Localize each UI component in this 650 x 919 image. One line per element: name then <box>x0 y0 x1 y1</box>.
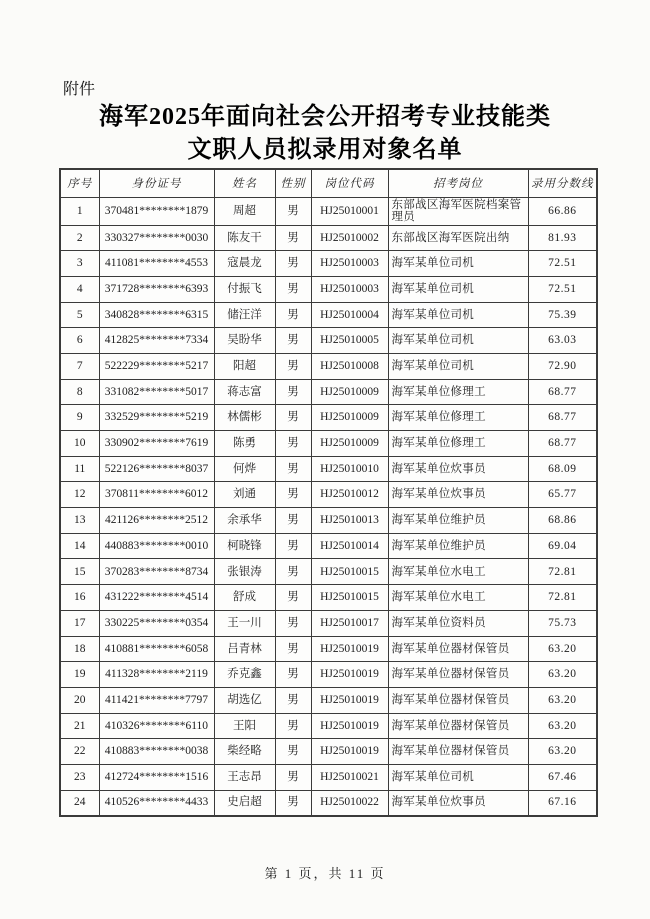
cell-no: 5 <box>60 302 99 328</box>
table-row <box>60 790 597 816</box>
cell-id: 331082********5017 <box>99 379 214 405</box>
table-row <box>60 456 597 482</box>
cell-code: HJ25010012 <box>311 482 388 508</box>
cell-no: 19 <box>60 662 99 688</box>
cell-no: 24 <box>60 790 99 816</box>
cell-code: HJ25010017 <box>311 610 388 636</box>
cell-score: 72.51 <box>528 276 597 302</box>
cell-id: 330327********0030 <box>99 225 214 251</box>
table-row <box>60 585 597 611</box>
cell-id: 370811********6012 <box>99 482 214 508</box>
cell-gender: 男 <box>275 276 311 302</box>
cell-id: 431222********4514 <box>99 585 214 611</box>
cell-code: HJ25010014 <box>311 533 388 559</box>
cell-position: 海军某单位司机 <box>388 251 528 277</box>
table-header-row <box>60 169 597 197</box>
cell-no: 14 <box>60 533 99 559</box>
cell-no: 18 <box>60 636 99 662</box>
cell-code: HJ25010022 <box>311 790 388 816</box>
cell-code: HJ25010009 <box>311 431 388 457</box>
table-row <box>60 353 597 379</box>
cell-id: 410881********6058 <box>99 636 214 662</box>
cell-no: 1 <box>60 197 99 225</box>
cell-id: 370283********8734 <box>99 559 214 585</box>
cell-gender: 男 <box>275 610 311 636</box>
cell-no: 16 <box>60 585 99 611</box>
col-header-name: 姓名 <box>214 169 275 197</box>
cell-id: 330902********7619 <box>99 431 214 457</box>
table-row <box>60 764 597 790</box>
cell-id: 332529********5219 <box>99 405 214 431</box>
cell-no: 10 <box>60 431 99 457</box>
cell-no: 4 <box>60 276 99 302</box>
cell-no: 21 <box>60 713 99 739</box>
col-header-score: 录用分数线 <box>528 169 597 197</box>
cell-score: 63.20 <box>528 713 597 739</box>
cell-id: 522126********8037 <box>99 456 214 482</box>
cell-name: 王阳 <box>214 713 275 739</box>
cell-id: 371728********6393 <box>99 276 214 302</box>
table-row <box>60 379 597 405</box>
cell-gender: 男 <box>275 585 311 611</box>
cell-position: 海军某单位修理工 <box>388 379 528 405</box>
cell-score: 67.46 <box>528 764 597 790</box>
table-row <box>60 197 597 225</box>
cell-score: 75.39 <box>528 302 597 328</box>
cell-name: 陈友干 <box>214 225 275 251</box>
cell-id: 410883********0038 <box>99 739 214 765</box>
cell-name: 刘通 <box>214 482 275 508</box>
cell-name: 蒋志富 <box>214 379 275 405</box>
cell-position: 海军某单位资料员 <box>388 610 528 636</box>
cell-position: 东部战区海军医院档案管理员 <box>388 197 528 225</box>
cell-no: 17 <box>60 610 99 636</box>
document-title-line1: 海军2025年面向社会公开招考专业技能类 <box>99 104 551 130</box>
cell-score: 69.04 <box>528 533 597 559</box>
cell-code: HJ25010015 <box>311 559 388 585</box>
cell-gender: 男 <box>275 225 311 251</box>
cell-gender: 男 <box>275 533 311 559</box>
cell-gender: 男 <box>275 790 311 816</box>
cell-id: 330225********0354 <box>99 610 214 636</box>
cell-no: 13 <box>60 508 99 534</box>
table-row <box>60 508 597 534</box>
cell-position: 海军某单位器材保管员 <box>388 713 528 739</box>
cell-position: 海军某单位水电工 <box>388 585 528 611</box>
cell-name: 何烨 <box>214 456 275 482</box>
table-row <box>60 662 597 688</box>
cell-name: 储汪洋 <box>214 302 275 328</box>
cell-position: 海军某单位司机 <box>388 764 528 790</box>
table-row <box>60 405 597 431</box>
cell-score: 63.20 <box>528 739 597 765</box>
cell-no: 2 <box>60 225 99 251</box>
cell-name: 乔克鑫 <box>214 662 275 688</box>
cell-position: 海军某单位炊事员 <box>388 790 528 816</box>
cell-code: HJ25010019 <box>311 636 388 662</box>
table-row <box>60 739 597 765</box>
cell-gender: 男 <box>275 764 311 790</box>
cell-position: 海军某单位司机 <box>388 302 528 328</box>
attachment-label: 附件 <box>63 81 96 98</box>
col-header-code: 岗位代码 <box>311 169 388 197</box>
cell-gender: 男 <box>275 379 311 405</box>
cell-position: 海军某单位司机 <box>388 276 528 302</box>
col-header-no: 序号 <box>60 169 99 197</box>
cell-code: HJ25010008 <box>311 353 388 379</box>
cell-score: 67.16 <box>528 790 597 816</box>
cell-position: 海军某单位炊事员 <box>388 482 528 508</box>
cell-score: 63.20 <box>528 662 597 688</box>
cell-score: 72.51 <box>528 251 597 277</box>
cell-position: 海军某单位维护员 <box>388 508 528 534</box>
cell-name: 舒成 <box>214 585 275 611</box>
cell-score: 66.86 <box>528 197 597 225</box>
cell-id: 410326********6110 <box>99 713 214 739</box>
page-number: 第 1 页，共 11 页 <box>264 866 386 881</box>
cell-gender: 男 <box>275 687 311 713</box>
col-header-position: 招考岗位 <box>388 169 528 197</box>
table-row <box>60 251 597 277</box>
cell-name: 寇晨龙 <box>214 251 275 277</box>
cell-code: HJ25010019 <box>311 687 388 713</box>
cell-gender: 男 <box>275 559 311 585</box>
cell-code: HJ25010010 <box>311 456 388 482</box>
cell-name: 周超 <box>214 197 275 225</box>
cell-name: 付振飞 <box>214 276 275 302</box>
cell-id: 412825********7334 <box>99 328 214 354</box>
table-row <box>60 431 597 457</box>
cell-no: 12 <box>60 482 99 508</box>
cell-position: 海军某单位炊事员 <box>388 456 528 482</box>
cell-name: 张银涛 <box>214 559 275 585</box>
cell-id: 411081********4553 <box>99 251 214 277</box>
table-row <box>60 610 597 636</box>
table-row <box>60 482 597 508</box>
cell-no: 8 <box>60 379 99 405</box>
cell-position: 东部战区海军医院出纳 <box>388 225 528 251</box>
cell-position: 海军某单位水电工 <box>388 559 528 585</box>
cell-no: 7 <box>60 353 99 379</box>
table-row <box>60 276 597 302</box>
cell-code: HJ25010002 <box>311 225 388 251</box>
cell-code: HJ25010004 <box>311 302 388 328</box>
cell-score: 81.93 <box>528 225 597 251</box>
document-title <box>0 101 650 167</box>
cell-gender: 男 <box>275 662 311 688</box>
roster-table <box>59 168 598 817</box>
cell-code: HJ25010019 <box>311 713 388 739</box>
cell-gender: 男 <box>275 302 311 328</box>
cell-position: 海军某单位司机 <box>388 353 528 379</box>
table-row <box>60 225 597 251</box>
cell-name: 史启超 <box>214 790 275 816</box>
cell-gender: 男 <box>275 197 311 225</box>
cell-score: 65.77 <box>528 482 597 508</box>
cell-name: 吕青林 <box>214 636 275 662</box>
cell-score: 72.81 <box>528 559 597 585</box>
cell-no: 23 <box>60 764 99 790</box>
cell-no: 6 <box>60 328 99 354</box>
cell-gender: 男 <box>275 482 311 508</box>
cell-gender: 男 <box>275 456 311 482</box>
cell-position: 海军某单位司机 <box>388 328 528 354</box>
cell-position: 海军某单位器材保管员 <box>388 739 528 765</box>
cell-gender: 男 <box>275 508 311 534</box>
cell-no: 15 <box>60 559 99 585</box>
cell-id: 340828********6315 <box>99 302 214 328</box>
table-row <box>60 533 597 559</box>
cell-position: 海军某单位器材保管员 <box>388 636 528 662</box>
cell-score: 63.03 <box>528 328 597 354</box>
cell-code: HJ25010013 <box>311 508 388 534</box>
cell-score: 68.77 <box>528 405 597 431</box>
cell-position: 海军某单位修理工 <box>388 405 528 431</box>
cell-code: HJ25010003 <box>311 251 388 277</box>
cell-no: 3 <box>60 251 99 277</box>
table-row <box>60 713 597 739</box>
cell-no: 22 <box>60 739 99 765</box>
cell-id: 440883********0010 <box>99 533 214 559</box>
cell-position: 海军某单位器材保管员 <box>388 662 528 688</box>
cell-name: 阳超 <box>214 353 275 379</box>
cell-code: HJ25010015 <box>311 585 388 611</box>
cell-no: 11 <box>60 456 99 482</box>
cell-name: 王志昂 <box>214 764 275 790</box>
table-row <box>60 687 597 713</box>
document-title-line2: 文职人员拟录用对象名单 <box>187 137 463 163</box>
cell-score: 72.90 <box>528 353 597 379</box>
cell-id: 522229********5217 <box>99 353 214 379</box>
cell-code: HJ25010005 <box>311 328 388 354</box>
table-row <box>60 328 597 354</box>
cell-code: HJ25010009 <box>311 405 388 431</box>
cell-name: 柯晓锋 <box>214 533 275 559</box>
cell-code: HJ25010019 <box>311 662 388 688</box>
cell-score: 63.20 <box>528 687 597 713</box>
cell-id: 421126********2512 <box>99 508 214 534</box>
cell-gender: 男 <box>275 636 311 662</box>
cell-name: 胡选亿 <box>214 687 275 713</box>
table-row <box>60 559 597 585</box>
cell-code: HJ25010019 <box>311 739 388 765</box>
cell-position: 海军某单位修理工 <box>388 431 528 457</box>
cell-id: 411328********2119 <box>99 662 214 688</box>
cell-name: 余承华 <box>214 508 275 534</box>
cell-gender: 男 <box>275 251 311 277</box>
cell-score: 63.20 <box>528 636 597 662</box>
cell-position: 海军某单位维护员 <box>388 533 528 559</box>
cell-name: 王一川 <box>214 610 275 636</box>
cell-gender: 男 <box>275 713 311 739</box>
cell-score: 72.81 <box>528 585 597 611</box>
table-row <box>60 302 597 328</box>
cell-id: 411421********7797 <box>99 687 214 713</box>
cell-code: HJ25010003 <box>311 276 388 302</box>
cell-code: HJ25010021 <box>311 764 388 790</box>
cell-gender: 男 <box>275 353 311 379</box>
cell-score: 68.86 <box>528 508 597 534</box>
cell-code: HJ25010009 <box>311 379 388 405</box>
cell-position: 海军某单位器材保管员 <box>388 687 528 713</box>
cell-gender: 男 <box>275 405 311 431</box>
col-header-id: 身份证号 <box>99 169 214 197</box>
cell-id: 412724********1516 <box>99 764 214 790</box>
table-body <box>60 197 597 816</box>
cell-gender: 男 <box>275 328 311 354</box>
cell-score: 68.77 <box>528 431 597 457</box>
cell-score: 75.73 <box>528 610 597 636</box>
cell-name: 林儒彬 <box>214 405 275 431</box>
cell-gender: 男 <box>275 431 311 457</box>
col-header-gender: 性别 <box>275 169 311 197</box>
cell-id: 370481********1879 <box>99 197 214 225</box>
cell-name: 陈勇 <box>214 431 275 457</box>
cell-name: 吴盼华 <box>214 328 275 354</box>
cell-score: 68.09 <box>528 456 597 482</box>
cell-gender: 男 <box>275 739 311 765</box>
cell-no: 20 <box>60 687 99 713</box>
cell-code: HJ25010001 <box>311 197 388 225</box>
cell-no: 9 <box>60 405 99 431</box>
cell-name: 柴经略 <box>214 739 275 765</box>
table-row <box>60 636 597 662</box>
cell-id: 410526********4433 <box>99 790 214 816</box>
cell-score: 68.77 <box>528 379 597 405</box>
